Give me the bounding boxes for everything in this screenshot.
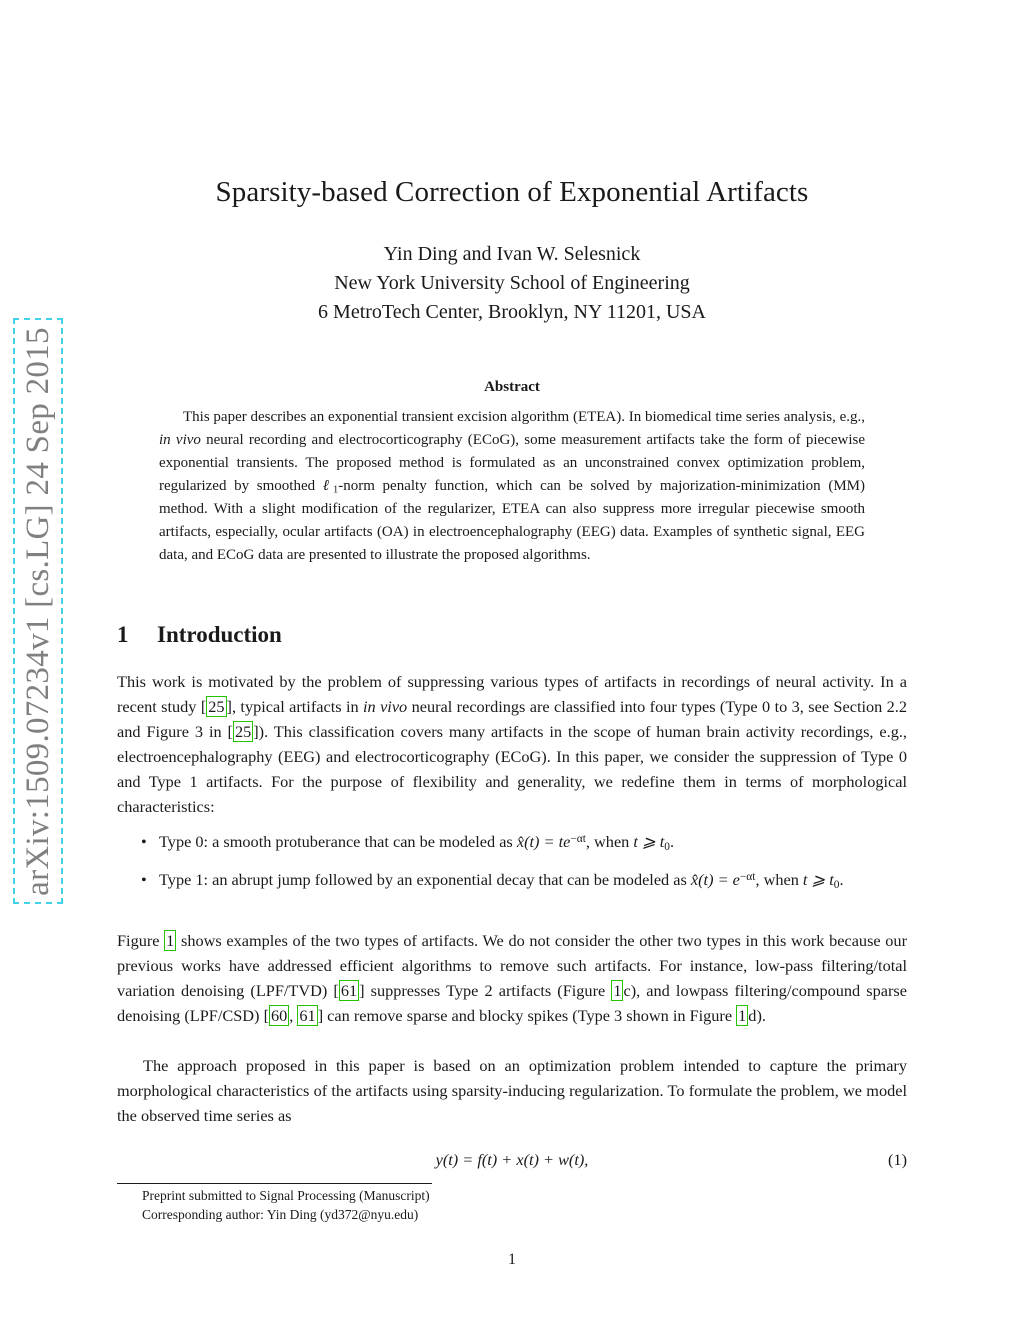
ell-symbol: ℓ xyxy=(322,478,333,494)
citation-link[interactable]: 25 xyxy=(234,722,252,741)
abstract-italic-term: in vivo xyxy=(159,432,201,448)
footnote-preprint: Preprint submitted to Signal Processing (Manuscript) xyxy=(142,1188,430,1203)
paper-title: Sparsity-based Correction of Exponential Artifacts xyxy=(215,176,809,208)
abstract-body xyxy=(159,406,865,567)
arxiv-identifier-text: arXiv:1509.07234v1 [cs.LG] 24 Sep 2015 xyxy=(19,326,56,896)
artifact-type-list xyxy=(143,829,907,905)
citation-link[interactable]: 60 xyxy=(270,1006,288,1025)
intro-paragraph-3: The approach proposed in this paper is based on an optimization problem intended to capture the primary morphological characteristics of the artifacts using sparsity-inducing regularization. To formulate the problem, we model the observed time series as xyxy=(117,1056,907,1125)
list-item-text: . xyxy=(669,832,675,851)
equation-number: (1) xyxy=(888,1150,907,1169)
list-item-text: Type 0: a smooth protuberance that can be modeled as xyxy=(159,832,517,851)
paragraph-text: ). This classification covers many artifacts in the scope of human brain activity recordings, e.g., electroencephalography (EEG) and electrocorticography (ECoG). In this paper, we consider the suppression of Type 0 and Type 1 artifacts. For the purpose of flexibility and generality, we redefine them in terms of morphological characteristics: xyxy=(117,722,907,816)
math-superscript: −αt xyxy=(739,870,756,883)
ell-subscript: 1 xyxy=(332,484,339,496)
list-item-text: , when xyxy=(755,870,803,889)
figure-link[interactable]: 1 xyxy=(613,981,622,1000)
citation-link[interactable]: 25 xyxy=(208,697,225,716)
paragraph-text: neural recordings are classified into four types (Type 0 to 3, see Section 2.2 and Figure 3 in xyxy=(117,697,908,741)
section-title: Introduction xyxy=(157,622,282,647)
paragraph-text: , typical artifacts in xyxy=(231,697,364,716)
math-subscript: 0 xyxy=(664,840,670,853)
paragraph-text: Figure xyxy=(117,931,165,950)
abstract-text: neural recording and electrocorticography (ECoG), some measurement artifacts take the form of piecewise exponential transients. The proposed method is formulated as an unconstrained convex optimization problem, regularized by smoothed xyxy=(159,432,865,494)
list-item-text: Type 1: an abrupt jump followed by an exponential decay that can be modeled as xyxy=(159,870,691,889)
paragraph-text: c), and lowpass filtering/compound sparse denoising (LPF/CSD) xyxy=(117,981,907,1025)
figure-link[interactable]: 1 xyxy=(166,931,175,950)
author-address: 6 MetroTech Center, Brooklyn, NY 11201, USA xyxy=(318,301,706,323)
footnotes xyxy=(142,1186,430,1224)
list-item-type-1 xyxy=(143,867,907,892)
paragraph-text: shows examples of the two types of artifacts. We do not consider the other two types in this work because our previous works have addressed efficient algorithms to remove such artifacts. For instance, low-pass filtering/total variation denoising (LPF/TVD) xyxy=(117,931,907,1000)
page-number: 1 xyxy=(508,1251,516,1268)
inline-math: x̂(t) = e xyxy=(690,870,740,889)
intro-paragraph-2: Figure 1 shows examples of the two types of artifacts. We do not consider the other two types in this work because our previous works have addressed efficient algorithms to remove such artifacts. For instance, low-pass filtering/total variation denoising (LPF/TVD) [ 61 ] suppresses Type 2 artifacts (Figure 1 c), and lowpass filtering/compound sparse denoising (LPF/CSD) [ 60 , 61 ] can remove sparse and blocky spikes (Type 3 shown in Figure 1 d). xyxy=(117,931,907,1025)
equation-1 xyxy=(117,1150,907,1170)
footnote-divider xyxy=(117,1183,432,1184)
paragraph-text: can remove sparse and blocky spikes (Type 3 shown in Figure xyxy=(323,1006,737,1025)
paragraph-text: d). xyxy=(748,1006,766,1025)
author-affiliation: New York University School of Engineering xyxy=(334,272,690,294)
figure-link[interactable]: 1 xyxy=(738,1006,747,1025)
inline-math: x̂(t) = te xyxy=(516,832,571,851)
citation-link[interactable]: 61 xyxy=(340,981,358,1000)
equation-body: y(t) = f(t) + x(t) + w(t), xyxy=(435,1150,589,1169)
italic-term: in vivo xyxy=(363,697,408,716)
paragraph-text: suppresses Type 2 artifacts (Figure xyxy=(364,981,612,1000)
author-names: Yin Ding and Ivan W. Selesnick xyxy=(383,243,641,265)
list-item-type-0 xyxy=(143,829,907,854)
abstract-text: This paper describes an exponential transient excision algorithm (ETEA). In biomedical time series analysis, e.g., xyxy=(183,409,865,425)
list-item-text: , when xyxy=(585,832,634,851)
intro-paragraph-1: This work is motivated by the problem of suppressing various types of artifacts in recordings of neural activity. In a recent study [ 25 ], typical artifacts in in vivo neural recordings are classified into four types (Type 0 to 3, see Section 2.2 and Figure 3 in [ 25 ]). This classification covers many artifacts in the scope of human brain activity recordings, e.g., electroencephalography (EEG) and electrocorticography (ECoG). In this paper, we consider the suppression of Type 0 and Type 1 artifacts. For the purpose of flexibility and generality, we redefine them in terms of morphological characteristics: xyxy=(117,672,908,816)
math-superscript: −αt xyxy=(570,832,586,845)
list-item-text: . xyxy=(839,870,844,889)
citation-link[interactable]: 61 xyxy=(299,1006,316,1025)
author-block xyxy=(0,240,1024,327)
footnote-corresponding-author: Corresponding author: Yin Ding (yd372@nyu.edu) xyxy=(142,1207,419,1222)
inline-math: t ⩾ t xyxy=(633,832,665,851)
section-number: 1 xyxy=(117,622,129,647)
paragraph-text: This work is motivated by the problem of suppressing various types of artifacts in recordings of neural activity. In a recent study xyxy=(117,672,907,716)
abstract-text: -norm penalty function, which can be solved by majorization-minimization (MM) method. With a slight modification of the regularizer, ETEA can also suppress more irregular piecewise smooth artifacts, especially, ocular artifacts (OA) in electroencephalography (EEG) data. Examples of synthetic signal, EEG data, and ECoG data are presented to illustrate the proposed algorithms. xyxy=(159,478,866,563)
math-subscript: 0 xyxy=(833,878,840,891)
abstract-heading: Abstract xyxy=(484,379,540,395)
paragraph-text: , xyxy=(289,1006,298,1025)
arxiv-identifier-stamp xyxy=(13,318,63,904)
section-heading xyxy=(117,622,282,648)
inline-math: t ⩾ t xyxy=(802,870,834,889)
